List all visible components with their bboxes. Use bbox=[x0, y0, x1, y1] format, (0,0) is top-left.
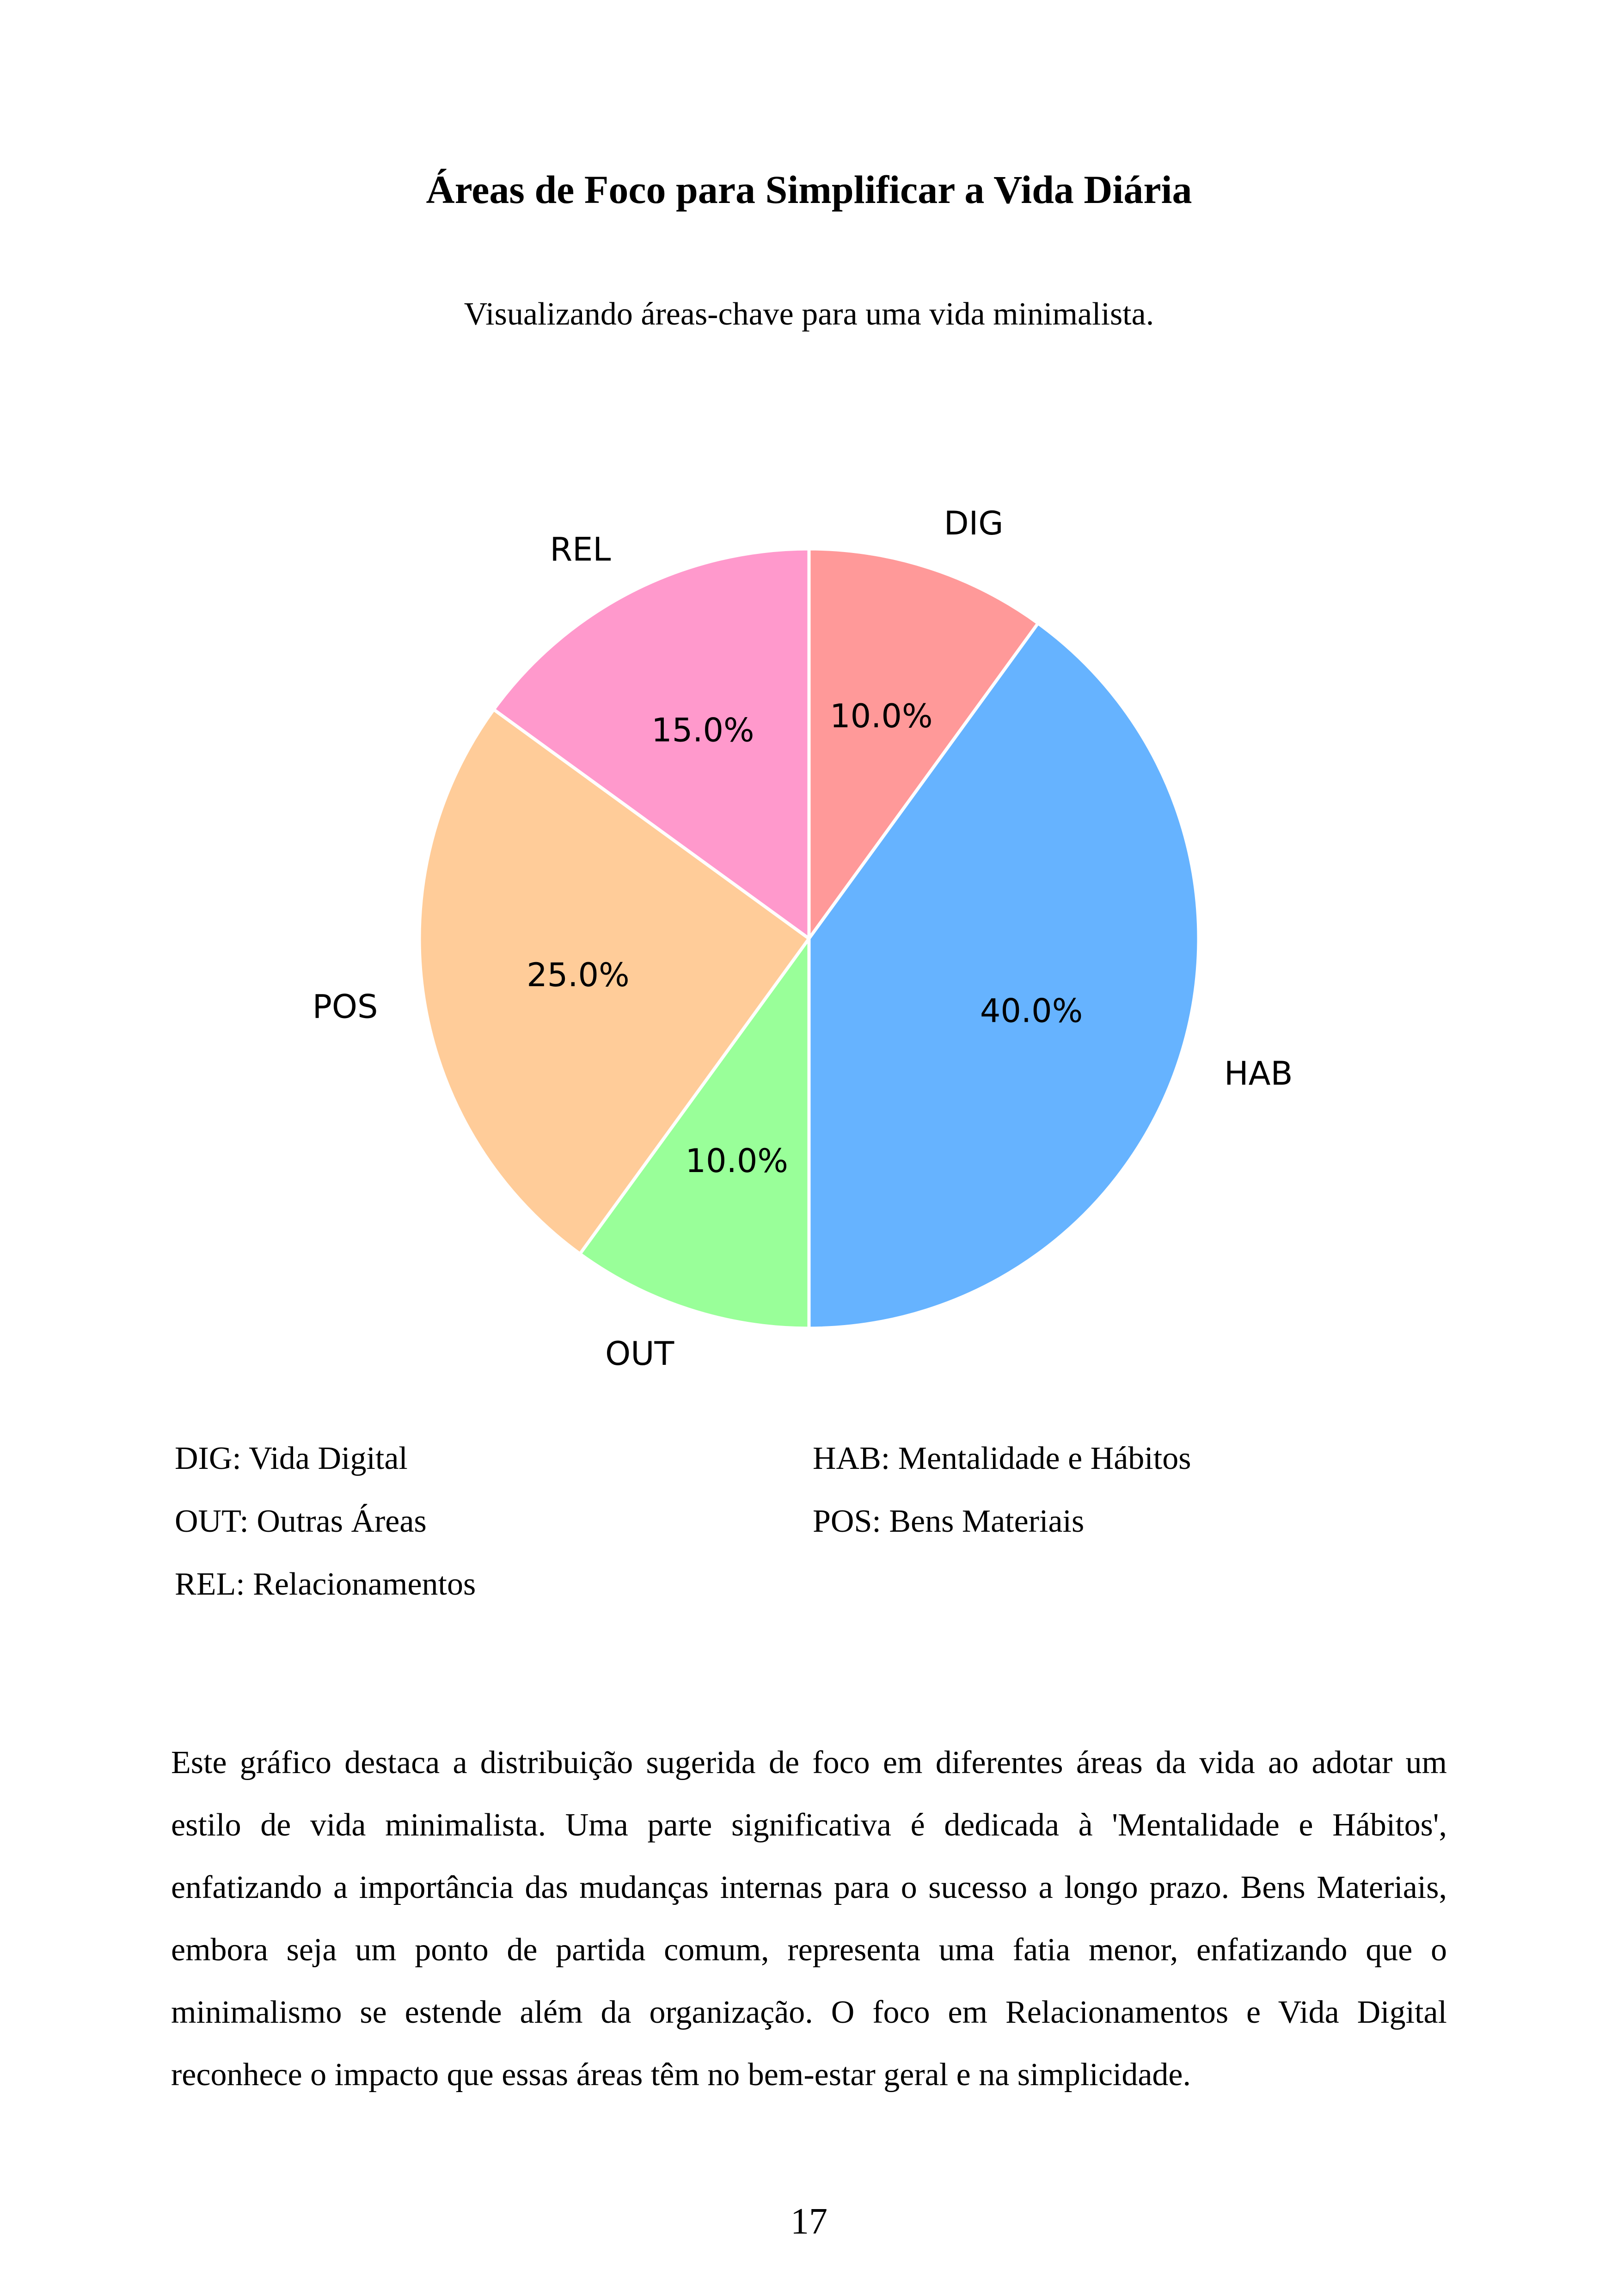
page-number: 17 bbox=[791, 2201, 827, 2242]
pie-percent-label-out: 10.0% bbox=[685, 1142, 788, 1180]
pie-category-label-hab: HAB bbox=[1224, 1054, 1293, 1093]
page-title: Áreas de Foco para Simplificar a Vida Diária bbox=[426, 167, 1192, 212]
pie-slices bbox=[419, 549, 1199, 1328]
legend-item-hab: HAB: Mentalidade e Hábitos bbox=[813, 1441, 1191, 1476]
legend-item-pos: POS: Bens Materiais bbox=[813, 1504, 1085, 1539]
page-subtitle: Visualizando áreas-chave para uma vida minimalista. bbox=[464, 296, 1154, 332]
pie-percent-label-dig: 10.0% bbox=[830, 697, 933, 735]
pie-percent-label-rel: 15.0% bbox=[651, 711, 754, 749]
legend-item-dig: DIG: Vida Digital bbox=[175, 1441, 408, 1476]
legend-item-rel: REL: Relacionamentos bbox=[175, 1566, 476, 1602]
description-paragraph: Este gráfico destaca a distribuição sugerida de foco em diferentes áreas da vida ao adotar um estilo de vida minimalista. Uma parte significativa é dedicada à 'Mentalidade e Hábitos', enfatizando a importância das mudanças internas para o sucesso a longo prazo. Bens Materiais, embora seja um ponto de partida comum, representa uma fatia menor, enfatizando que o minimalismo se estende além da organização. O foco em Relacionamentos e Vida Digital reconhece o impacto que essas áreas têm no bem-estar geral e na simplicidade. bbox=[171, 1745, 1447, 2093]
pie-category-label-dig: DIG bbox=[944, 504, 1004, 543]
pie-category-label-out: OUT bbox=[605, 1334, 674, 1373]
pie-category-label-pos: POS bbox=[312, 988, 378, 1026]
pie-percent-label-hab: 40.0% bbox=[980, 992, 1083, 1030]
pie-category-label-rel: REL bbox=[550, 530, 611, 569]
legend-item-out: OUT: Outras Áreas bbox=[175, 1504, 427, 1539]
pie-percent-label-pos: 25.0% bbox=[527, 956, 630, 995]
legend bbox=[175, 1436, 1492, 1608]
